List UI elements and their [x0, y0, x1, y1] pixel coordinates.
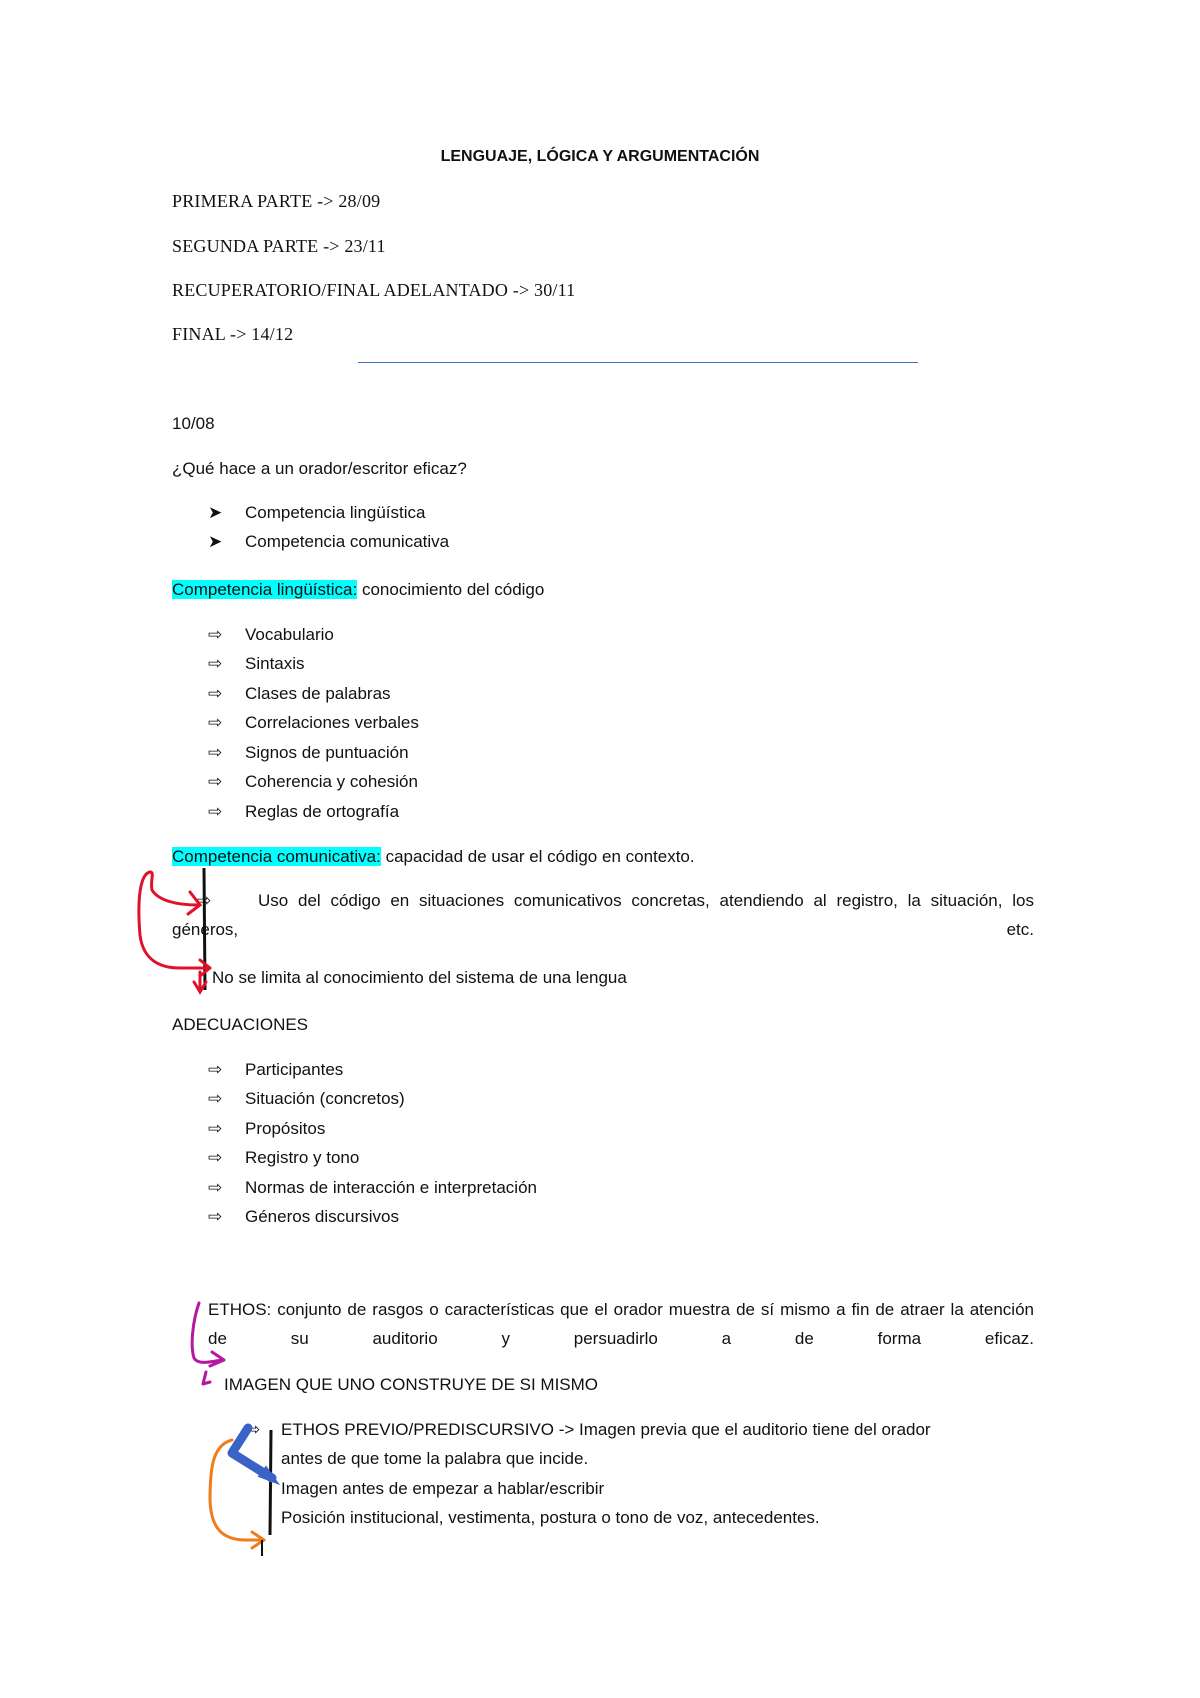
schedule-line-3: RECUPERATORIO/FINAL ADELANTADO -> 30/11 — [172, 280, 576, 300]
list-item: Correlaciones verbales — [245, 713, 419, 732]
comunicativa-term: Competencia comunicativa: — [172, 847, 381, 866]
page-title: LENGUAJE, LÓGICA Y ARGUMENTACIÓN — [440, 148, 760, 165]
lecture-date: 10/08 — [172, 414, 215, 433]
outline-arrow-bullet-icon: ⇨ — [246, 1420, 261, 1439]
question-line: ¿Qué hace a un orador/escritor eficaz? — [172, 459, 467, 478]
list-item: Propósitos — [245, 1119, 326, 1138]
ethos-image-line: IMAGEN QUE UNO CONSTRUYE DE SI MISMO — [224, 1375, 599, 1394]
outline-arrow-bullet-icon: ⇨ — [208, 1148, 223, 1167]
outline-arrow-bullet-icon: ⇨ — [208, 1119, 223, 1138]
comunicativa-def-text: capacidad de usar el código en contexto. — [385, 847, 695, 866]
outline-arrow-bullet-icon: ⇨ — [208, 1207, 223, 1226]
horizontal-rule — [358, 362, 918, 363]
red-tail-icon — [194, 972, 206, 992]
linguistica-definition — [172, 580, 544, 600]
list-item: Clases de palabras — [245, 684, 391, 703]
adecuaciones-heading: ADECUACIONES — [172, 1015, 309, 1034]
schedule-line-4: FINAL -> 14/12 — [172, 324, 294, 344]
outline-arrow-bullet-icon: ⇨ — [208, 1089, 223, 1108]
ethos-line-2: Imagen antes de empezar a hablar/escribir — [281, 1479, 605, 1498]
list-item: Vocabulario — [245, 625, 334, 644]
outline-arrow-bullet-icon: ⇨ — [208, 654, 223, 673]
orange-bracket-arrow-icon — [210, 1440, 264, 1548]
outline-arrow-bullet-icon: ⇨ — [208, 1178, 223, 1197]
competencia-item-2: Competencia comunicativa — [245, 532, 450, 551]
list-item: Géneros discursivos — [245, 1207, 400, 1226]
outline-arrow-bullet-icon: ⇨ — [208, 1060, 223, 1079]
list-item: Registro y tono — [245, 1148, 360, 1167]
list-item: Coherencia y cohesión — [245, 772, 418, 791]
list-item: Signos de puntuación — [245, 743, 409, 762]
arrowhead-bullet-icon: ➤ — [208, 532, 223, 551]
list-item: Reglas de ortografía — [245, 802, 400, 821]
black-margin-line — [270, 1430, 271, 1535]
outline-arrow-bullet-icon: ⇨ — [197, 891, 212, 910]
list-item: Sintaxis — [245, 654, 305, 673]
ethos-line-3: Posición institucional, vestimenta, postura o tono de voz, antecedentes. — [281, 1508, 820, 1527]
outline-arrow-bullet-icon: ⇨ — [208, 772, 223, 791]
outline-arrow-bullet-icon: ⇨ — [208, 684, 223, 703]
outline-arrow-bullet-icon: ⇨ — [208, 802, 223, 821]
comunicativa-definition — [172, 847, 695, 867]
blue-arrow-head-icon — [260, 1468, 276, 1482]
linguistica-term: Competencia lingüística: — [172, 580, 358, 599]
ethos-definition: ETHOS: conjunto de rasgos o características que el orador muestra de sí mismo a fin de atraer la atención de su auditorio y persuadirlo a de forma eficaz. — [208, 1300, 1034, 1348]
outline-arrow-bullet-icon: ⇨ — [208, 625, 223, 644]
list-item: Situación (concretos) — [245, 1089, 405, 1108]
arrowhead-bullet-icon: ➤ — [208, 503, 223, 522]
schedule-line-2: SEGUNDA PARTE -> 23/11 — [172, 236, 386, 256]
competencia-item-1: Competencia lingüística — [245, 503, 426, 522]
ethos-previo-cont: antes de que tome la palabra que incide. — [281, 1449, 589, 1468]
list-item: Participantes — [245, 1060, 344, 1079]
list-item: Normas de interacción e interpretación — [245, 1178, 537, 1197]
outline-arrow-bullet-icon: ⇨ — [208, 713, 223, 732]
linguistica-def-text: conocimiento del código — [361, 580, 545, 599]
ethos-previo: ETHOS PREVIO/PREDISCURSIVO -> Imagen previa que el auditorio tiene del orador — [281, 1420, 931, 1439]
schedule-line-1: PRIMERA PARTE -> 28/09 — [172, 191, 381, 211]
comunicativa-point-1: Uso del código en situaciones comunicativos concretas, atendiendo al registro, la situación, los géneros, etc. — [172, 891, 1034, 939]
outline-arrow-bullet-icon: ⇨ — [208, 743, 223, 762]
comunicativa-point-2: No se limita al conocimiento del sistema de una lengua — [212, 968, 627, 987]
